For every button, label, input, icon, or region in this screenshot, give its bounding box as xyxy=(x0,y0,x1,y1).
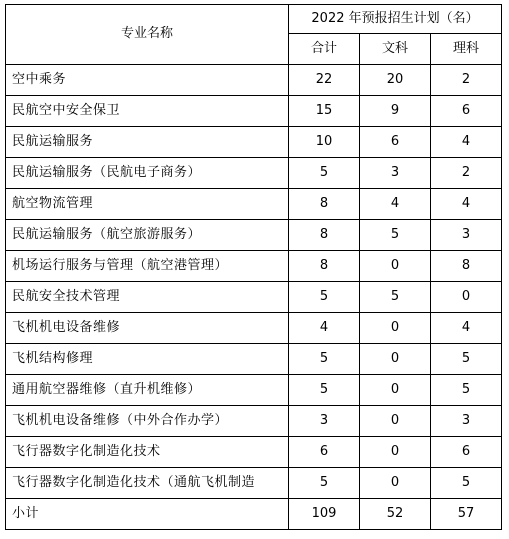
wenke-cell: 3 xyxy=(360,158,431,189)
total-cell: 5 xyxy=(289,158,360,189)
subtotal-label-cell: 小计 xyxy=(6,499,289,530)
major-name-cell: 飞行器数字化制造化技术（通航飞机制造 xyxy=(6,468,289,499)
table-row xyxy=(6,189,502,220)
like-cell: 5 xyxy=(431,375,502,406)
major-name-cell: 航空物流管理 xyxy=(6,189,289,220)
total-cell: 5 xyxy=(289,468,360,499)
like-cell: 6 xyxy=(431,437,502,468)
like-cell: 8 xyxy=(431,251,502,282)
table-row xyxy=(6,313,502,344)
like-header: 理科 xyxy=(431,33,502,64)
major-name-cell: 民航运输服务（航空旅游服务） xyxy=(6,220,289,251)
like-cell: 2 xyxy=(431,65,502,96)
table-row xyxy=(6,437,502,468)
table-row xyxy=(6,344,502,375)
like-cell: 4 xyxy=(431,313,502,344)
table-row xyxy=(6,375,502,406)
wenke-cell: 0 xyxy=(360,313,431,344)
table-row xyxy=(6,220,502,251)
table-row xyxy=(6,158,502,189)
like-cell: 5 xyxy=(431,344,502,375)
like-cell: 57 xyxy=(431,499,502,530)
major-name-header: 专业名称 xyxy=(6,5,289,65)
major-name-cell: 民航运输服务 xyxy=(6,127,289,158)
total-cell: 8 xyxy=(289,189,360,220)
major-name-cell: 民航运输服务（民航电子商务） xyxy=(6,158,289,189)
total-cell: 5 xyxy=(289,375,360,406)
wenke-cell: 0 xyxy=(360,437,431,468)
wenke-cell: 4 xyxy=(360,189,431,220)
total-cell: 15 xyxy=(289,96,360,127)
total-header: 合计 xyxy=(289,33,360,64)
wenke-cell: 0 xyxy=(360,468,431,499)
total-cell: 109 xyxy=(289,499,360,530)
major-name-cell: 飞行器数字化制造化技术 xyxy=(6,437,289,468)
major-name-cell: 空中乘务 xyxy=(6,65,289,96)
like-cell: 3 xyxy=(431,406,502,437)
table-row xyxy=(6,251,502,282)
table-row xyxy=(6,96,502,127)
wenke-cell: 6 xyxy=(360,127,431,158)
total-cell: 8 xyxy=(289,251,360,282)
table-row xyxy=(6,65,502,96)
total-cell: 22 xyxy=(289,65,360,96)
total-cell: 10 xyxy=(289,127,360,158)
wenke-cell: 5 xyxy=(360,282,431,313)
plan-header: 2022 年预报招生计划（名） xyxy=(289,5,502,34)
table-header-row xyxy=(6,5,502,34)
major-name-cell: 飞机机电设备维修 xyxy=(6,313,289,344)
major-name-cell: 通用航空器维修（直升机维修） xyxy=(6,375,289,406)
wenke-cell: 0 xyxy=(360,344,431,375)
major-name-cell: 民航空中安全保卫 xyxy=(6,96,289,127)
wenke-cell: 5 xyxy=(360,220,431,251)
table-row xyxy=(6,282,502,313)
wenke-cell: 9 xyxy=(360,96,431,127)
total-cell: 5 xyxy=(289,282,360,313)
major-name-cell: 机场运行服务与管理（航空港管理） xyxy=(6,251,289,282)
wenke-header: 文科 xyxy=(360,33,431,64)
major-name-cell: 飞机机电设备维修（中外合作办学） xyxy=(6,406,289,437)
table-row xyxy=(6,468,502,499)
like-cell: 4 xyxy=(431,189,502,220)
wenke-cell: 0 xyxy=(360,251,431,282)
wenke-cell: 20 xyxy=(360,65,431,96)
wenke-cell: 52 xyxy=(360,499,431,530)
like-cell: 5 xyxy=(431,468,502,499)
wenke-cell: 0 xyxy=(360,406,431,437)
total-cell: 6 xyxy=(289,437,360,468)
enrollment-plan-table xyxy=(5,4,502,530)
total-cell: 3 xyxy=(289,406,360,437)
total-cell: 8 xyxy=(289,220,360,251)
total-cell: 4 xyxy=(289,313,360,344)
total-cell: 5 xyxy=(289,344,360,375)
like-cell: 2 xyxy=(431,158,502,189)
table-row xyxy=(6,127,502,158)
major-name-cell: 民航安全技术管理 xyxy=(6,282,289,313)
like-cell: 3 xyxy=(431,220,502,251)
major-name-cell: 飞机结构修理 xyxy=(6,344,289,375)
like-cell: 0 xyxy=(431,282,502,313)
subtotal-row xyxy=(6,499,502,530)
like-cell: 6 xyxy=(431,96,502,127)
table-row xyxy=(6,406,502,437)
like-cell: 4 xyxy=(431,127,502,158)
enrollment-plan-table-wrapper xyxy=(5,4,502,530)
wenke-cell: 0 xyxy=(360,375,431,406)
